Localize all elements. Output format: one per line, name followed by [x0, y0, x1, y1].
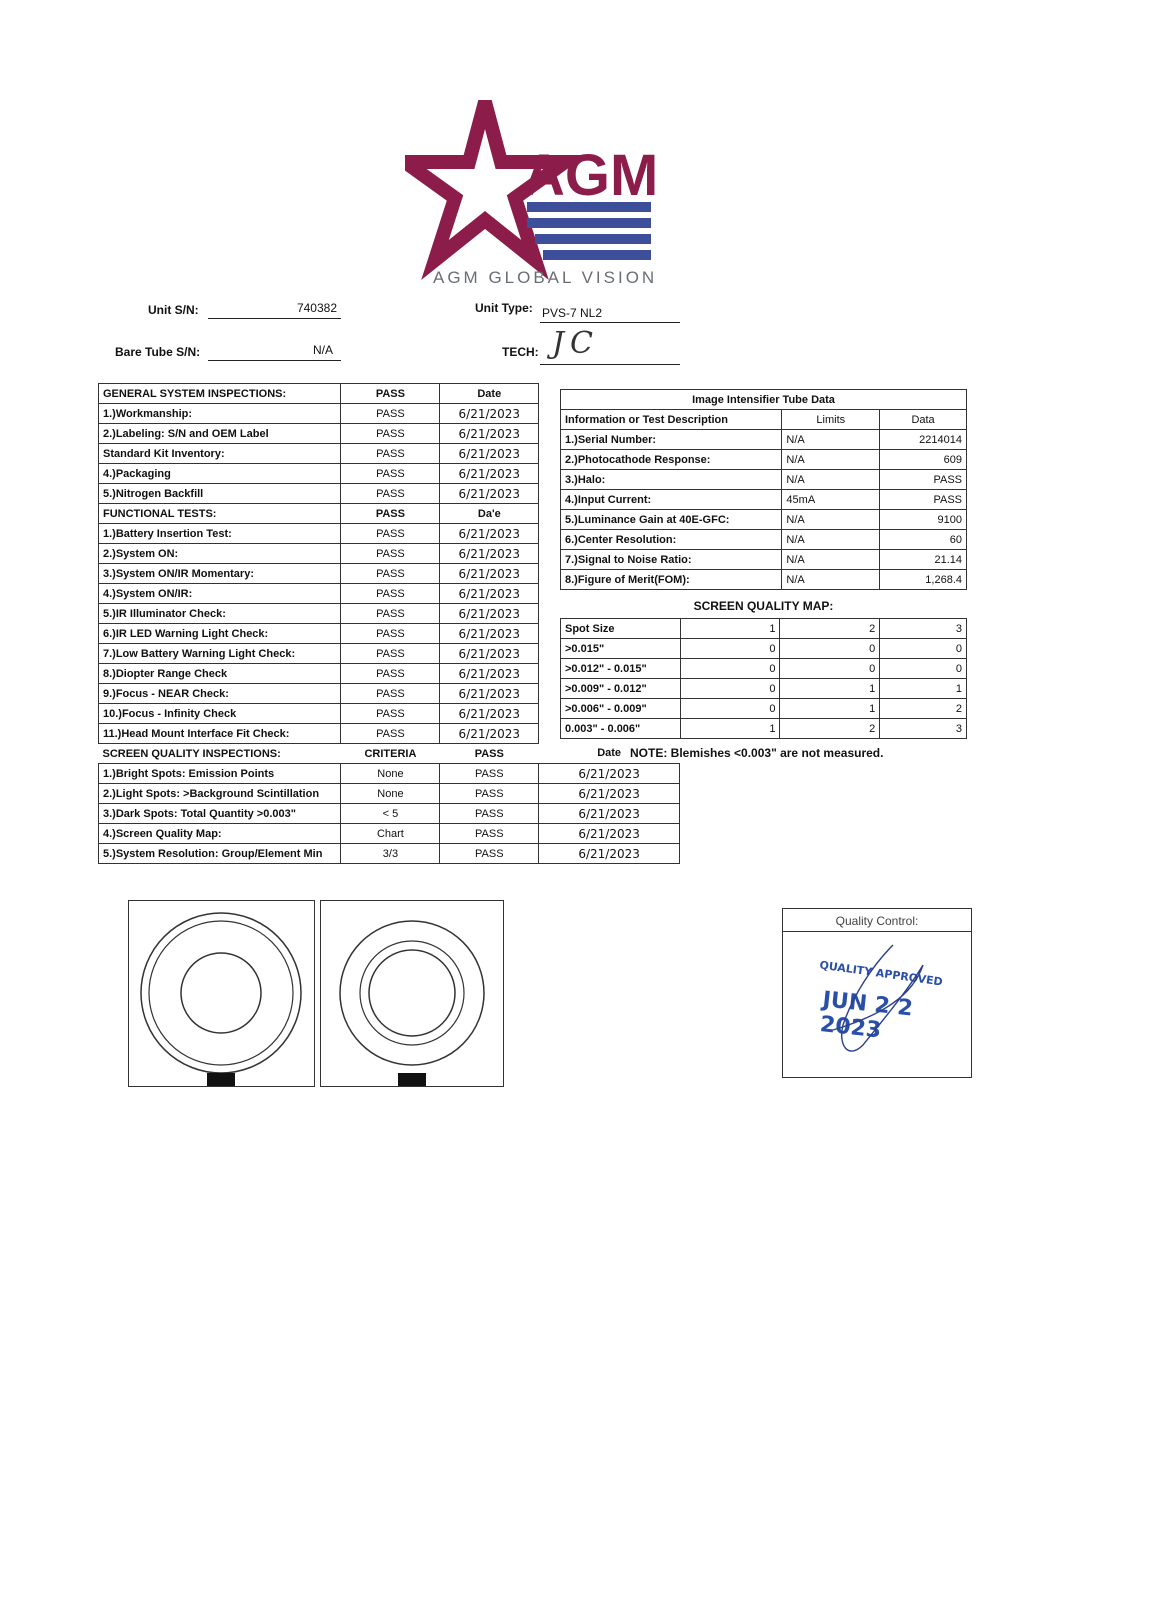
cell-criteria: < 5	[341, 804, 440, 824]
cell-pass: PASS	[341, 524, 440, 544]
quality-map-title: SCREEN QUALITY MAP:	[693, 599, 834, 613]
cell-pass: PASS	[341, 464, 440, 484]
column-header: 1	[680, 619, 780, 639]
cell-label: 4.)Screen Quality Map:	[99, 824, 341, 844]
column-header: Da'e	[440, 504, 539, 524]
cell-pass: PASS	[341, 724, 440, 744]
cell-limits: N/A	[782, 570, 880, 590]
cell-pass: PASS	[440, 764, 539, 784]
cell-pass: PASS	[341, 444, 440, 464]
spot-count: 3	[880, 719, 967, 739]
tech-label: TECH:	[502, 345, 539, 359]
unit-sn-label: Unit S/N:	[148, 303, 199, 317]
cell-date: 6/21/2023	[440, 564, 539, 584]
eyepiece-circle-icon	[129, 901, 314, 1086]
cell-date: 6/21/2023	[440, 684, 539, 704]
cell-date: 6/21/2023	[440, 444, 539, 464]
agm-star-logo-icon	[405, 100, 665, 295]
quality-control-label: Quality Control:	[783, 911, 971, 932]
stamp-date: JUN 2 2 2023	[818, 987, 914, 1044]
cell-data: PASS	[880, 490, 967, 510]
spot-count: 1	[880, 679, 967, 699]
cell-label: 2.)System ON:	[99, 544, 341, 564]
spot-size-label: 0.003" - 0.006"	[561, 719, 681, 739]
tube-data-row	[561, 570, 967, 590]
column-header: CRITERIA	[364, 747, 417, 760]
spot-count: 0	[780, 659, 880, 679]
cell-label: 3.)System ON/IR Momentary:	[99, 564, 341, 584]
column-header: Limits	[782, 410, 880, 430]
cell-pass: PASS	[341, 624, 440, 644]
cell-label: 3.)Halo:	[561, 470, 782, 490]
tube-data-row	[561, 450, 967, 470]
spot-count: 0	[680, 699, 780, 719]
cell-data: 1,268.4	[880, 570, 967, 590]
column-header: PASS	[474, 747, 504, 760]
spot-size-label: >0.015"	[561, 639, 681, 659]
cell-criteria: Chart	[341, 824, 440, 844]
cell-label: 1.)Battery Insertion Test:	[99, 524, 341, 544]
logo-text: AGM GLOBAL VISION	[433, 268, 658, 287]
cell-pass: PASS	[440, 784, 539, 804]
quality-approved-stamp: QUALITY APPROVED	[818, 958, 944, 989]
cell-criteria: 3/3	[341, 844, 440, 864]
cell-label: 7.)Low Battery Warning Light Check:	[99, 644, 341, 664]
cell-date: 6/21/2023	[539, 784, 680, 804]
cell-date: 6/21/2023	[440, 424, 539, 444]
cell-criteria: None	[341, 784, 440, 804]
tube-data-row	[561, 430, 967, 450]
tube-data-row	[561, 530, 967, 550]
company-logo	[405, 100, 665, 295]
cell-date: 6/21/2023	[440, 484, 539, 504]
inspection-row	[99, 764, 680, 784]
column-header: Data	[880, 410, 967, 430]
tech-field[interactable]	[540, 326, 680, 365]
cell-date: 6/21/2023	[440, 524, 539, 544]
cell-label: 5.)System Resolution: Group/Element Min	[99, 844, 341, 864]
quality-map-row	[561, 699, 967, 719]
cell-pass: PASS	[341, 484, 440, 504]
inspection-row	[99, 844, 680, 864]
cell-limits: N/A	[782, 550, 880, 570]
section-title: GENERAL SYSTEM INSPECTIONS:	[99, 384, 341, 404]
spot-count: 0	[680, 679, 780, 699]
unit-sn-field[interactable]	[208, 300, 341, 319]
cell-label: 7.)Signal to Noise Ratio:	[561, 550, 782, 570]
cell-limits: N/A	[782, 450, 880, 470]
bare-tube-value: N/A	[312, 343, 333, 357]
quality-map-row	[561, 719, 967, 739]
cell-limits: N/A	[782, 510, 880, 530]
cell-pass: PASS	[440, 804, 539, 824]
cell-limits: N/A	[782, 430, 880, 450]
cell-data: 609	[880, 450, 967, 470]
inspection-row	[99, 824, 680, 844]
quality-map-row	[561, 659, 967, 679]
tube-data-row	[561, 510, 967, 530]
cell-date: 6/21/2023	[440, 584, 539, 604]
cell-date: 6/21/2023	[440, 604, 539, 624]
cell-label: 10.)Focus - Infinity Check	[99, 704, 341, 724]
cell-limits: N/A	[782, 530, 880, 550]
cell-pass: PASS	[341, 704, 440, 724]
cell-label: 4.)System ON/IR:	[99, 584, 341, 604]
cell-label: 9.)Focus - NEAR Check:	[99, 684, 341, 704]
spot-size-label: >0.009" - 0.012"	[561, 679, 681, 699]
spot-count: 0	[880, 659, 967, 679]
tube-table-title: Image Intensifier Tube Data	[561, 390, 967, 410]
unit-type-value: PVS-7 NL2	[542, 306, 603, 320]
cell-limits: 45mA	[782, 490, 880, 510]
cell-date: 6/21/2023	[440, 464, 539, 484]
bare-tube-label: Bare Tube S/N:	[115, 345, 201, 359]
column-header: PASS	[341, 504, 440, 524]
cell-label: 8.)Diopter Range Check	[99, 664, 341, 684]
unit-sn-value: 740382	[296, 301, 337, 315]
cell-label: 5.)Nitrogen Backfill	[99, 484, 341, 504]
quality-map-note: NOTE: Blemishes <0.003" are not measured.	[630, 746, 884, 760]
bare-tube-field[interactable]	[208, 342, 341, 361]
cell-pass: PASS	[440, 824, 539, 844]
eyepiece-circle-icon	[321, 901, 503, 1086]
tech-signature: JC	[552, 326, 599, 361]
column-header: SCREEN QUALITY INSPECTIONS:	[102, 747, 281, 760]
tube-data-row	[561, 550, 967, 570]
cell-label: 4.)Input Current:	[561, 490, 782, 510]
cell-pass: PASS	[341, 684, 440, 704]
spot-count: 0	[680, 659, 780, 679]
cell-date: 6/21/2023	[539, 804, 680, 824]
cell-label: 4.)Packaging	[99, 464, 341, 484]
cell-data: PASS	[880, 470, 967, 490]
cell-label: 5.)Luminance Gain at 40E-GFC:	[561, 510, 782, 530]
cell-data: 9100	[880, 510, 967, 530]
cell-date: 6/21/2023	[440, 704, 539, 724]
cell-data: 60	[880, 530, 967, 550]
cell-label: 2.)Light Spots: >Background Scintillation	[99, 784, 341, 804]
logo-letters: AGM	[523, 143, 659, 208]
cell-label: 1.)Serial Number:	[561, 430, 782, 450]
spot-count: 0	[680, 639, 780, 659]
cell-label: 1.)Workmanship:	[99, 404, 341, 424]
signature-icon	[813, 935, 933, 1065]
cell-pass: PASS	[341, 664, 440, 684]
screen-diagram-left	[128, 900, 315, 1087]
inspection-row	[99, 804, 680, 824]
cell-limits: N/A	[782, 470, 880, 490]
unit-type-label: Unit Type:	[475, 301, 533, 315]
cell-date: 6/21/2023	[440, 624, 539, 644]
spot-count: 0	[780, 639, 880, 659]
tube-data-row	[561, 490, 967, 510]
section-header-row	[99, 744, 680, 764]
quality-map-row	[561, 679, 967, 699]
spot-size-label: >0.006" - 0.009"	[561, 699, 681, 719]
spot-size-label: >0.012" - 0.015"	[561, 659, 681, 679]
cell-label: 2.)Labeling: S/N and OEM Label	[99, 424, 341, 444]
unit-type-field[interactable]	[540, 304, 680, 323]
cell-data: 21.14	[880, 550, 967, 570]
cell-pass: PASS	[341, 404, 440, 424]
column-header: 3	[880, 619, 967, 639]
cell-date: 6/21/2023	[539, 764, 680, 784]
screen-diagram-right	[320, 900, 504, 1087]
cell-label: Standard Kit Inventory:	[99, 444, 341, 464]
cell-label: 8.)Figure of Merit(FOM):	[561, 570, 782, 590]
column-header: Date	[597, 747, 622, 760]
cell-pass: PASS	[341, 644, 440, 664]
cell-date: 6/21/2023	[539, 824, 680, 844]
column-header: Information or Test Description	[561, 410, 782, 430]
cell-pass: PASS	[341, 604, 440, 624]
quality-map-row	[561, 639, 967, 659]
spot-count: 2	[880, 699, 967, 719]
spot-count: 0	[880, 639, 967, 659]
cell-pass: PASS	[440, 844, 539, 864]
column-header: Date	[440, 384, 539, 404]
cell-date: 6/21/2023	[440, 724, 539, 744]
cell-label: 3.)Dark Spots: Total Quantity >0.003"	[99, 804, 341, 824]
quality-map-table	[560, 618, 967, 739]
cell-label: 11.)Head Mount Interface Fit Check:	[99, 724, 341, 744]
column-header: PASS	[341, 384, 440, 404]
spot-count: 1	[780, 699, 880, 719]
spot-count: 1	[680, 719, 780, 739]
cell-date: 6/21/2023	[440, 644, 539, 664]
inspection-row	[99, 784, 680, 804]
cell-label: 5.)IR Illuminator Check:	[99, 604, 341, 624]
cell-data: 2214014	[880, 430, 967, 450]
cell-label: 1.)Bright Spots: Emission Points	[99, 764, 341, 784]
tube-data-row	[561, 470, 967, 490]
cell-pass: PASS	[341, 564, 440, 584]
cell-label: 6.)IR LED Warning Light Check:	[99, 624, 341, 644]
cell-pass: PASS	[341, 544, 440, 564]
cell-criteria: None	[341, 764, 440, 784]
cell-pass: PASS	[341, 424, 440, 444]
column-header: Spot Size	[561, 619, 681, 639]
cell-label: 2.)Photocathode Response:	[561, 450, 782, 470]
cell-pass: PASS	[341, 584, 440, 604]
cell-date: 6/21/2023	[440, 664, 539, 684]
quality-control-box	[782, 908, 972, 1078]
cell-label: 6.)Center Resolution:	[561, 530, 782, 550]
spot-count: 1	[780, 679, 880, 699]
cell-date: 6/21/2023	[440, 544, 539, 564]
column-header: 2	[780, 619, 880, 639]
spot-count: 2	[780, 719, 880, 739]
section-title: FUNCTIONAL TESTS:	[99, 504, 341, 524]
cell-date: 6/21/2023	[440, 404, 539, 424]
cell-date: 6/21/2023	[539, 844, 680, 864]
tube-data-table	[560, 389, 967, 590]
